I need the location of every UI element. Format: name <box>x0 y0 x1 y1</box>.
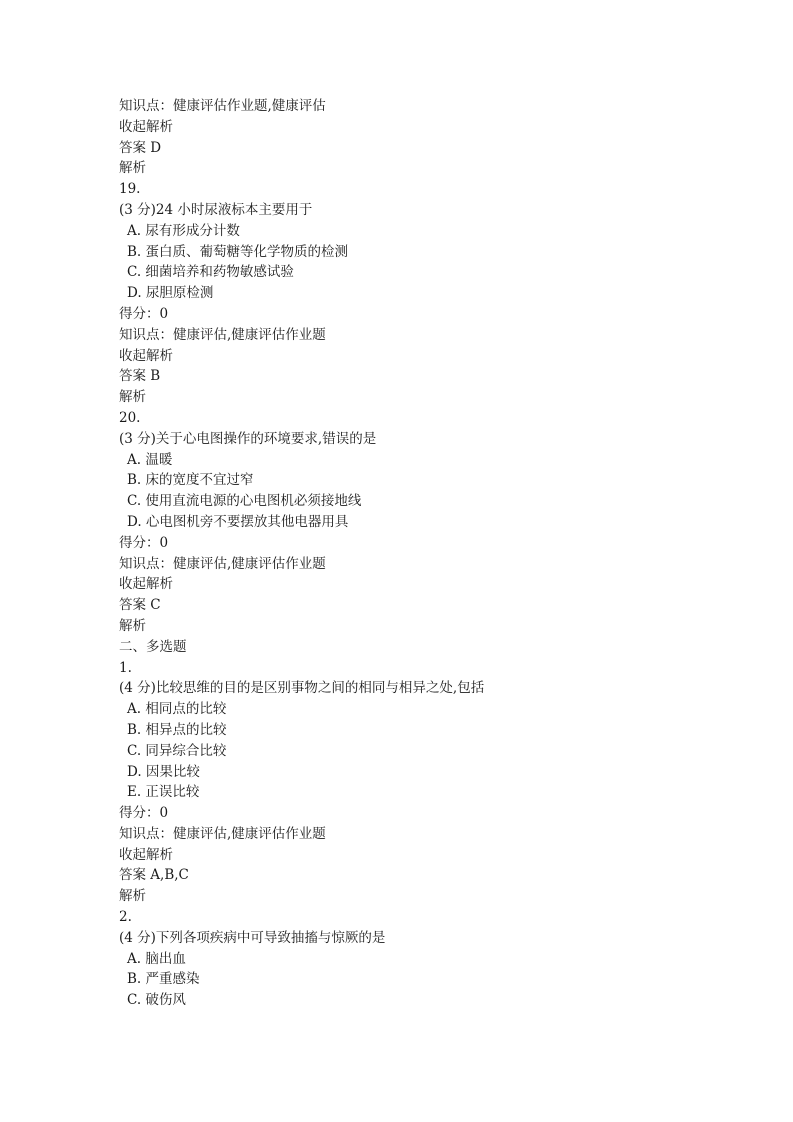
answer-option: A. 温暖 <box>127 451 173 468</box>
answer-option: C. 破伤风 <box>127 992 186 1009</box>
knowledge-point-text: 知识点：健康评估,健康评估作业题 <box>119 825 326 842</box>
answer-option: A. 脑出血 <box>127 950 186 967</box>
answer-option: B. 严重感染 <box>127 971 200 988</box>
explanation-label: 解析 <box>119 617 146 634</box>
question-number: 20. <box>119 409 141 426</box>
answer-option: B. 床的宽度不宜过窄 <box>127 472 254 489</box>
question-text: (3 分)关于心电图操作的环境要求,错误的是 <box>119 430 377 447</box>
answer-option: D. 因果比较 <box>127 763 200 780</box>
answer-option: C. 细菌培养和药物敏感试验 <box>127 264 294 281</box>
score-text: 得分：0 <box>119 305 169 322</box>
explanation-label: 解析 <box>119 160 146 177</box>
score-text: 得分：0 <box>119 805 169 822</box>
answer-option: C. 使用直流电源的心电图机必须接地线 <box>127 493 362 510</box>
document-body <box>119 96 719 1011</box>
question-number: 1. <box>119 659 132 676</box>
collapse-explanation-link[interactable]: 收起解析 <box>119 846 173 863</box>
answer-option: B. 蛋白质、葡萄糖等化学物质的检测 <box>127 243 349 260</box>
answer-option: D. 尿胆原检测 <box>127 285 214 302</box>
explanation-label: 解析 <box>119 888 146 905</box>
answer-option: D. 心电图机旁不要摆放其他电器用具 <box>127 513 349 530</box>
answer-option: A. 尿有形成分计数 <box>127 222 240 239</box>
answer-option: B. 相异点的比较 <box>127 721 227 738</box>
answer-text: 答案 B <box>119 368 161 385</box>
answer-text: 答案 D <box>119 139 162 156</box>
explanation-label: 解析 <box>119 389 146 406</box>
answer-option: A. 相同点的比较 <box>127 701 227 718</box>
knowledge-point-text: 知识点：健康评估,健康评估作业题 <box>119 326 326 343</box>
section-heading: 二、多选题 <box>119 638 187 655</box>
question-text: (4 分)比较思维的目的是区别事物之间的相同与相异之处,包括 <box>119 680 485 697</box>
question-text: (4 分)下列各项疾病中可导致抽搐与惊厥的是 <box>119 929 386 946</box>
answer-option: E. 正误比较 <box>127 784 200 801</box>
question-text: (3 分)24 小时尿液标本主要用于 <box>119 201 313 218</box>
knowledge-point-text: 知识点：健康评估作业题,健康评估 <box>119 98 326 114</box>
answer-text: 答案 A,B,C <box>119 867 189 884</box>
collapse-explanation-link[interactable]: 收起解析 <box>119 576 173 593</box>
score-text: 得分：0 <box>119 534 169 551</box>
question-number: 19. <box>119 181 141 198</box>
answer-option: C. 同异综合比较 <box>127 742 227 759</box>
collapse-explanation-link[interactable]: 收起解析 <box>119 347 173 364</box>
collapse-explanation-link[interactable]: 收起解析 <box>119 118 173 135</box>
knowledge-point-text: 知识点：健康评估,健康评估作业题 <box>119 555 326 572</box>
question-number: 2. <box>119 909 132 926</box>
answer-text: 答案 C <box>119 597 161 614</box>
